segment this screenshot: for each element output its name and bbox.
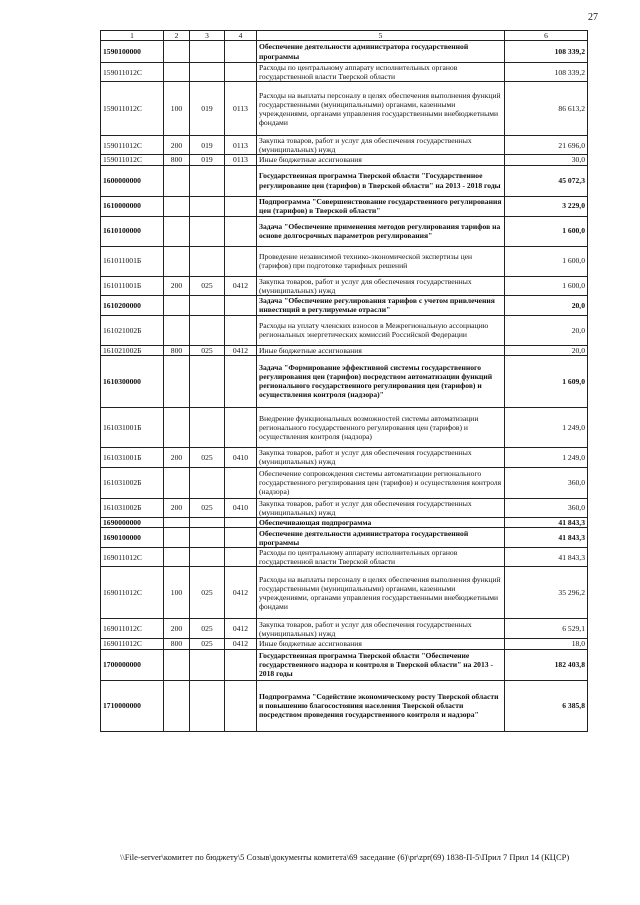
row-section-code	[225, 548, 257, 567]
row-section-code: 0410	[225, 498, 257, 517]
footer-file-path: \\File-server\комитет по бюджету\5 Созыв\документы комитета\69 заседание (6)\pr\zpr(69) 1838-П-5\Прил 7 Прил 14 (КЦСР)	[120, 852, 570, 862]
row-type-code: 100	[164, 567, 190, 619]
row-section-code	[225, 165, 257, 196]
row-code: 159011012С	[101, 155, 164, 165]
row-section-code	[225, 63, 257, 82]
row-code: 1700000000	[101, 649, 164, 680]
row-section-code	[225, 467, 257, 498]
row-amount: 1 609,0	[505, 355, 588, 407]
row-amount: 41 843,3	[505, 548, 588, 567]
row-description: Обеспечение деятельности администратора государственной программы	[257, 41, 505, 63]
row-amount: 6 529,1	[505, 619, 588, 639]
page-number: 27	[588, 12, 598, 23]
row-code: 161021002Б	[101, 315, 164, 345]
table-row	[101, 315, 588, 345]
row-amount: 1 600,0	[505, 276, 588, 295]
row-description: Обеспечивающая подпрограмма	[257, 518, 505, 528]
row-type-code	[164, 63, 190, 82]
row-type-code: 200	[164, 136, 190, 155]
table-row	[101, 649, 588, 680]
row-code: 159011012С	[101, 136, 164, 155]
row-type-code: 200	[164, 498, 190, 517]
row-description: Задача "Обеспечение применения методов регулирования тарифов на основе долгосрочных параметров регулирования"	[257, 216, 505, 246]
table-row	[101, 498, 588, 517]
row-type-code	[164, 41, 190, 63]
row-amount: 41 843,3	[505, 518, 588, 528]
row-code: 161011001Б	[101, 246, 164, 276]
row-description: Внедрение функциональных возможностей системы автоматизации регионального государственного регулирования цен (тарифов) и осуществления контроля (надзора)	[257, 407, 505, 447]
table-row	[101, 155, 588, 165]
row-department-code	[190, 246, 225, 276]
row-department-code	[190, 649, 225, 680]
row-type-code: 200	[164, 447, 190, 467]
table-row	[101, 136, 588, 155]
row-code: 169011012С	[101, 619, 164, 639]
row-code: 159011012С	[101, 82, 164, 136]
column-header: 6	[505, 31, 588, 41]
row-department-code	[190, 467, 225, 498]
row-section-code	[225, 407, 257, 447]
row-code: 1610000000	[101, 196, 164, 216]
row-type-code: 800	[164, 639, 190, 649]
row-description: Государственная программа Тверской области "Государственное регулирование цен (тарифов) в Тверской области" на 2013 - 2018 годы	[257, 165, 505, 196]
row-code: 1610100000	[101, 216, 164, 246]
row-amount: 1 249,0	[505, 447, 588, 467]
table-row	[101, 41, 588, 63]
row-amount: 182 403,8	[505, 649, 588, 680]
row-type-code	[164, 518, 190, 528]
row-description: Государственная программа Тверской области "Обеспечение государственного надзора и контроля в Тверской области" на 2013 - 2018 годы	[257, 649, 505, 680]
row-description: Расходы на выплаты персоналу в целях обеспечения выполнения функций государственными (муниципальными) органами, казенными учреждениями, органами управления государственными внебюджетными фондами	[257, 82, 505, 136]
row-section-code: 0113	[225, 136, 257, 155]
row-department-code	[190, 407, 225, 447]
row-amount: 108 339,2	[505, 41, 588, 63]
row-section-code	[225, 216, 257, 246]
header-row	[101, 31, 588, 41]
column-header: 4	[225, 31, 257, 41]
row-amount: 1 600,0	[505, 216, 588, 246]
row-section-code	[225, 528, 257, 548]
row-code: 1590100000	[101, 41, 164, 63]
row-type-code	[164, 528, 190, 548]
row-section-code	[225, 680, 257, 731]
row-amount: 6 385,8	[505, 680, 588, 731]
row-description: Иные бюджетные ассигнования	[257, 639, 505, 649]
column-header: 5	[257, 31, 505, 41]
row-code: 161011001Б	[101, 276, 164, 295]
row-code: 161031001Б	[101, 447, 164, 467]
row-code: 1710000000	[101, 680, 164, 731]
row-department-code	[190, 196, 225, 216]
row-code: 169011012С	[101, 639, 164, 649]
row-department-code: 019	[190, 136, 225, 155]
row-section-code: 0410	[225, 447, 257, 467]
column-header: 1	[101, 31, 164, 41]
row-code: 161031002Б	[101, 498, 164, 517]
row-department-code	[190, 295, 225, 315]
row-department-code	[190, 216, 225, 246]
table-row	[101, 447, 588, 467]
table-row	[101, 639, 588, 649]
row-department-code: 025	[190, 639, 225, 649]
row-amount: 41 843,3	[505, 528, 588, 548]
row-type-code: 100	[164, 82, 190, 136]
row-department-code	[190, 41, 225, 63]
row-section-code	[225, 41, 257, 63]
row-type-code: 200	[164, 276, 190, 295]
row-description: Расходы по центральному аппарату исполнительных органов государственной власти Тверской области	[257, 63, 505, 82]
row-amount: 3 229,0	[505, 196, 588, 216]
row-section-code: 0412	[225, 276, 257, 295]
table-row	[101, 518, 588, 528]
table-row	[101, 276, 588, 295]
row-description: Расходы на уплату членских взносов в Межрегиональную ассоциацию региональных энергетических комиссий Российской Федерации	[257, 315, 505, 345]
row-description: Задача "Обеспечение регулирования тарифов с учетом привлечения инвестиций в регулируемые отрасли"	[257, 295, 505, 315]
row-type-code	[164, 246, 190, 276]
row-department-code	[190, 315, 225, 345]
table-row	[101, 196, 588, 216]
row-type-code	[164, 216, 190, 246]
row-section-code	[225, 315, 257, 345]
table-row	[101, 295, 588, 315]
row-description: Подпрограмма "Совершенствование государственного регулирования цен (тарифов) в Тверской области"	[257, 196, 505, 216]
row-description: Закупка товаров, работ и услуг для обеспечения государственных (муниципальных) нужд	[257, 136, 505, 155]
table-row	[101, 246, 588, 276]
row-section-code	[225, 518, 257, 528]
column-header: 2	[164, 31, 190, 41]
row-code: 1690000000	[101, 518, 164, 528]
table-row	[101, 528, 588, 548]
row-department-code: 025	[190, 619, 225, 639]
row-department-code: 025	[190, 567, 225, 619]
row-section-code	[225, 355, 257, 407]
row-department-code	[190, 518, 225, 528]
row-type-code	[164, 649, 190, 680]
table-row	[101, 82, 588, 136]
row-description: Закупка товаров, работ и услуг для обеспечения государственных (муниципальных) нужд	[257, 619, 505, 639]
row-type-code	[164, 165, 190, 196]
row-type-code	[164, 315, 190, 345]
row-department-code: 025	[190, 498, 225, 517]
row-amount: 30,0	[505, 155, 588, 165]
row-amount: 108 339,2	[505, 63, 588, 82]
row-code: 169011012С	[101, 567, 164, 619]
table-body	[101, 31, 588, 732]
row-description: Закупка товаров, работ и услуг для обеспечения государственных (муниципальных) нужд	[257, 447, 505, 467]
row-type-code	[164, 295, 190, 315]
row-amount: 20,0	[505, 345, 588, 355]
table-row	[101, 548, 588, 567]
row-section-code: 0113	[225, 155, 257, 165]
row-type-code	[164, 355, 190, 407]
row-description: Иные бюджетные ассигнования	[257, 345, 505, 355]
table-row	[101, 165, 588, 196]
row-section-code	[225, 196, 257, 216]
row-code: 161021002Б	[101, 345, 164, 355]
budget-table	[100, 30, 588, 732]
table-row	[101, 63, 588, 82]
row-department-code	[190, 165, 225, 196]
row-code: 1690100000	[101, 528, 164, 548]
table-row	[101, 345, 588, 355]
row-type-code	[164, 196, 190, 216]
table-row	[101, 407, 588, 447]
row-type-code	[164, 467, 190, 498]
row-amount: 18,0	[505, 639, 588, 649]
row-department-code: 019	[190, 82, 225, 136]
row-department-code	[190, 548, 225, 567]
row-department-code: 025	[190, 345, 225, 355]
row-code: 1600000000	[101, 165, 164, 196]
row-code: 159011012С	[101, 63, 164, 82]
table-row	[101, 567, 588, 619]
row-amount: 20,0	[505, 295, 588, 315]
row-section-code: 0113	[225, 82, 257, 136]
row-department-code	[190, 355, 225, 407]
row-description: Расходы по центральному аппарату исполнительных органов государственной власти Тверской области	[257, 548, 505, 567]
table-row	[101, 467, 588, 498]
row-amount: 45 072,3	[505, 165, 588, 196]
row-description: Задача "Формирование эффективной системы государственного регулирования цен (тарифов) посредством автоматизации функций регионального государственного регулирования цен (тарифов) и осуществления контроля (надзора)"	[257, 355, 505, 407]
row-type-code	[164, 548, 190, 567]
row-amount: 360,0	[505, 498, 588, 517]
row-section-code	[225, 295, 257, 315]
row-section-code: 0412	[225, 639, 257, 649]
row-amount: 86 613,2	[505, 82, 588, 136]
row-amount: 20,0	[505, 315, 588, 345]
row-amount: 1 249,0	[505, 407, 588, 447]
row-description: Проведение независимой технико-экономической экспертизы цен (тарифов) при подготовке тарифных решений	[257, 246, 505, 276]
row-type-code: 800	[164, 155, 190, 165]
row-section-code: 0412	[225, 567, 257, 619]
row-code: 161031002Б	[101, 467, 164, 498]
row-section-code: 0412	[225, 619, 257, 639]
row-code: 169011012С	[101, 548, 164, 567]
row-department-code	[190, 528, 225, 548]
row-type-code	[164, 680, 190, 731]
row-description: Подпрограмма "Содействие экономическому росту Тверской области и повышению благосостояния населения Тверской области посредством проведения государственного контроля и надзора"	[257, 680, 505, 731]
row-type-code: 800	[164, 345, 190, 355]
row-amount: 21 696,0	[505, 136, 588, 155]
row-type-code: 200	[164, 619, 190, 639]
table-row	[101, 680, 588, 731]
row-department-code: 025	[190, 276, 225, 295]
row-code: 1610300000	[101, 355, 164, 407]
row-description: Расходы на выплаты персоналу в целях обеспечения выполнения функций государственными (муниципальными) органами, казенными учреждениями, органами управления государственными внебюджетными фондами	[257, 567, 505, 619]
row-section-code	[225, 649, 257, 680]
row-description: Обеспечение деятельности администратора государственной программы	[257, 528, 505, 548]
table-row	[101, 619, 588, 639]
table-row	[101, 355, 588, 407]
row-section-code: 0412	[225, 345, 257, 355]
row-description: Обеспечение сопровождения системы автоматизации регионального государственного регулирования цен (тарифов) и осуществления контроля (надзора)	[257, 467, 505, 498]
table-row	[101, 216, 588, 246]
row-code: 161031001Б	[101, 407, 164, 447]
row-description: Иные бюджетные ассигнования	[257, 155, 505, 165]
row-code: 1610200000	[101, 295, 164, 315]
row-type-code	[164, 407, 190, 447]
row-amount: 1 600,0	[505, 246, 588, 276]
row-department-code	[190, 63, 225, 82]
row-description: Закупка товаров, работ и услуг для обеспечения государственных (муниципальных) нужд	[257, 276, 505, 295]
row-amount: 35 296,2	[505, 567, 588, 619]
row-amount: 360,0	[505, 467, 588, 498]
row-department-code	[190, 680, 225, 731]
row-description: Закупка товаров, работ и услуг для обеспечения государственных (муниципальных) нужд	[257, 498, 505, 517]
column-header: 3	[190, 31, 225, 41]
row-section-code	[225, 246, 257, 276]
row-department-code: 019	[190, 155, 225, 165]
row-department-code: 025	[190, 447, 225, 467]
